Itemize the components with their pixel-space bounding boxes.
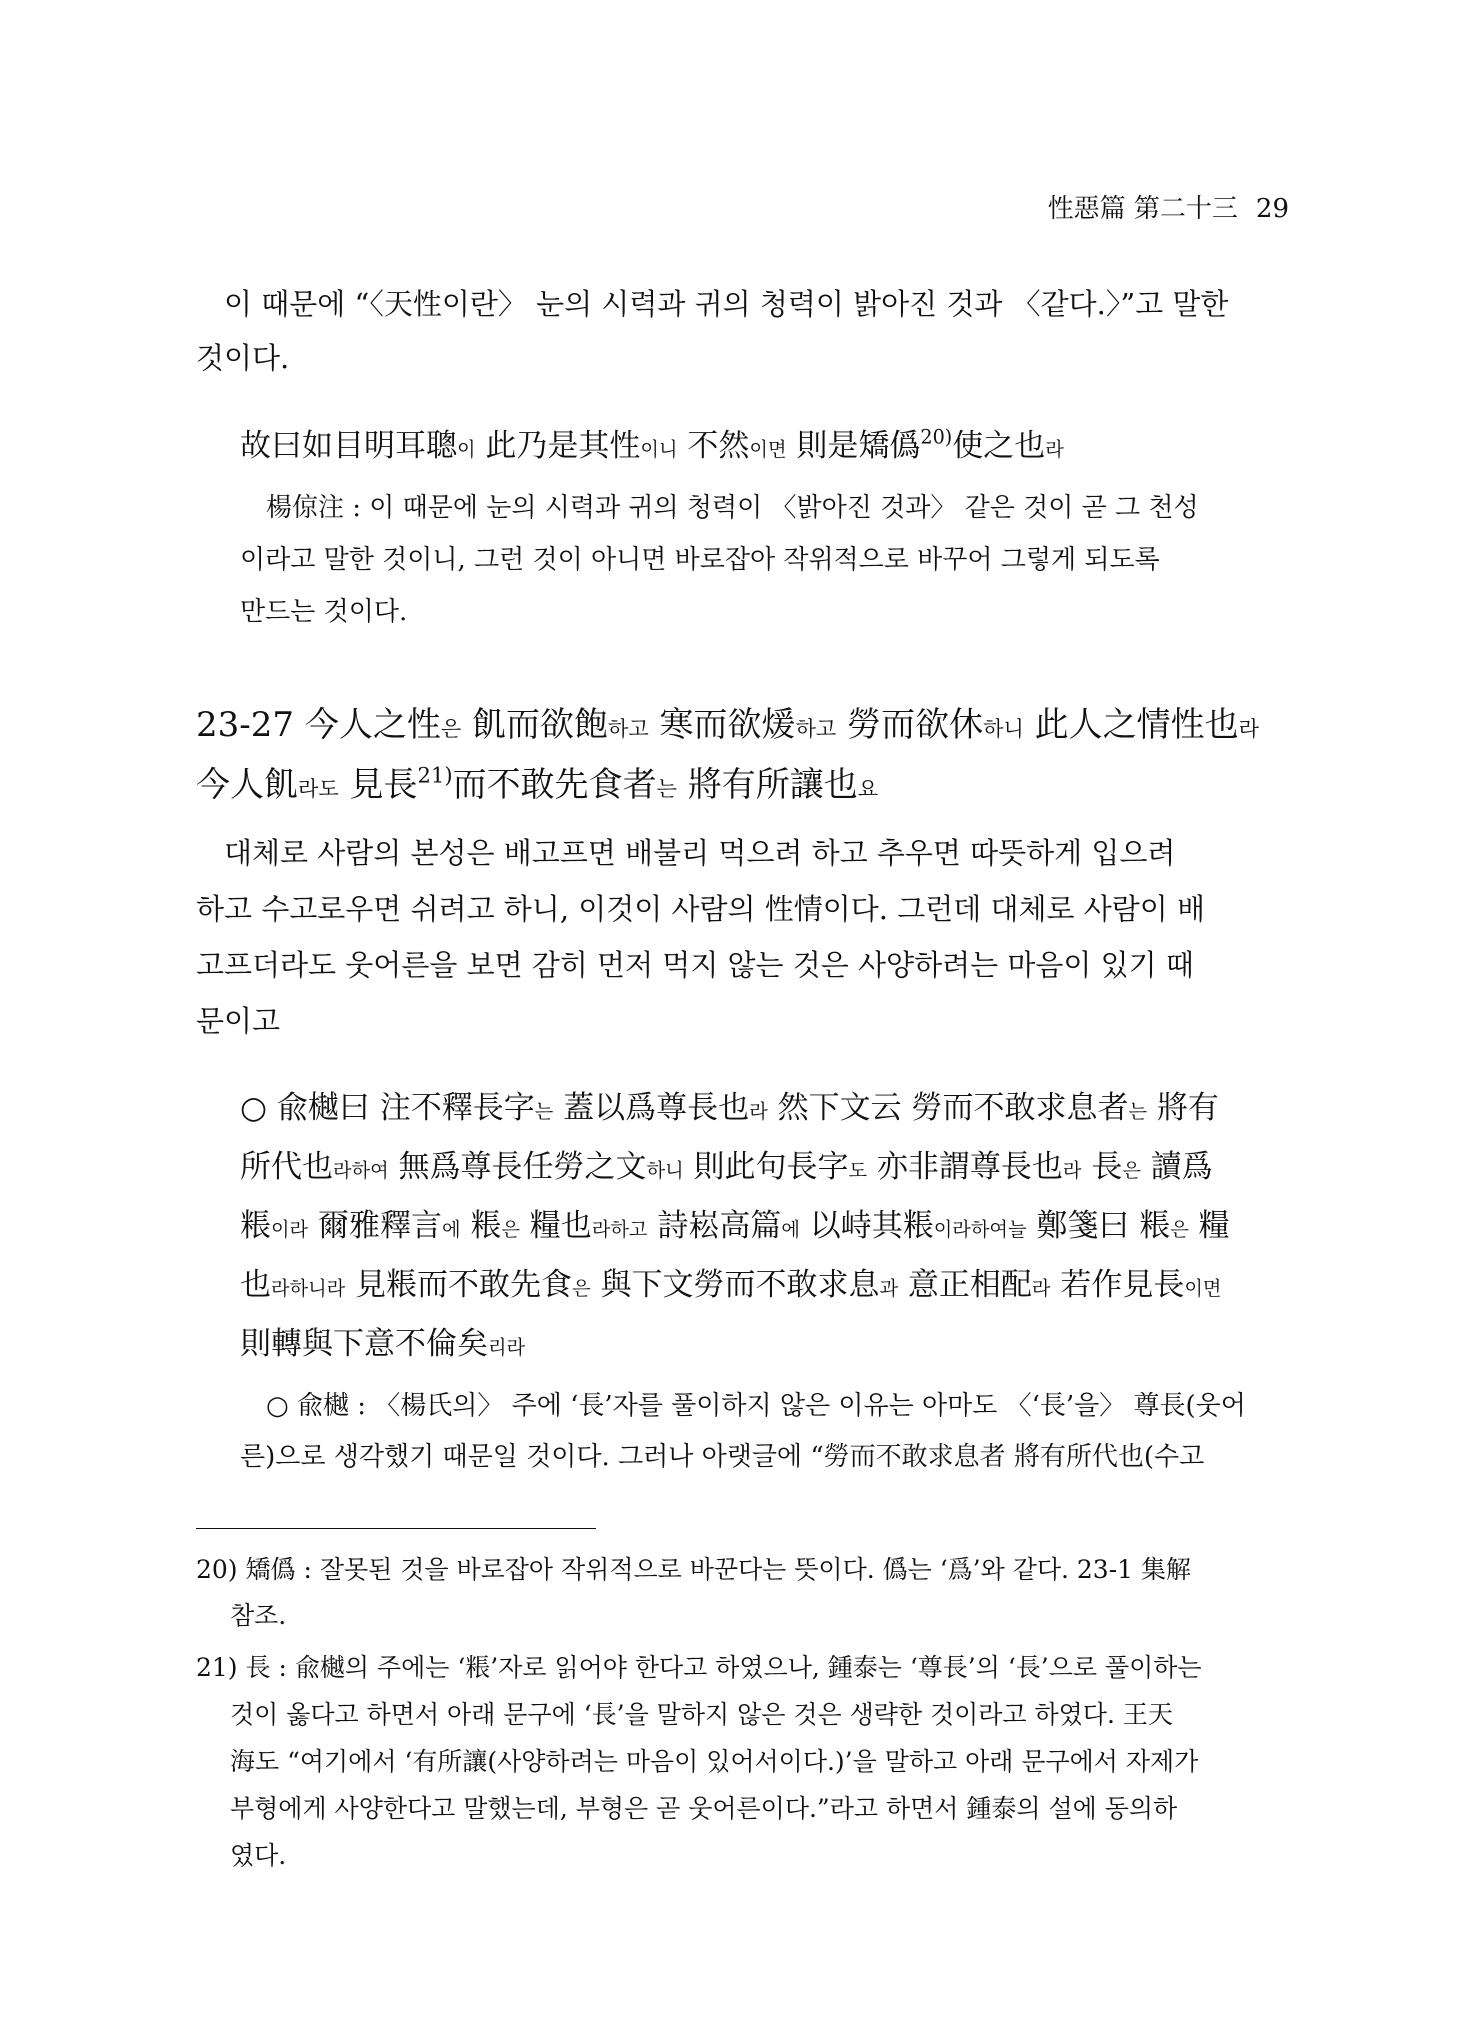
hanja-text: 不然 — [677, 428, 750, 464]
hanja-text: 詩崧高篇 — [647, 1208, 782, 1244]
translation-2-line-2: 하고 수고로우면 쉬려고 하니, 이것이 사람의 性情이다. 그런데 대체로 사람이 배 — [196, 892, 1206, 926]
hanja-text: 23-27 今人之性 — [196, 705, 441, 745]
particle: 하니 — [983, 716, 1024, 741]
page-number: 29 — [1255, 194, 1289, 224]
footnote-21-line-1: 21) 長 : 兪樾의 주에는 ‘粻’자로 읽어야 한다고 하였으나, 鍾泰는 ‘尊長’의 ‘長’으로 풀이하는 — [196, 1653, 1202, 1682]
section-title-line-1 — [196, 697, 1290, 746]
hanja-text: 與下文勞而不敢求息 — [590, 1267, 880, 1303]
particle: 하고 — [795, 716, 837, 741]
hanja-text: 見粻而不敢先食 — [345, 1267, 573, 1303]
particle: 은 — [440, 716, 462, 741]
particle: 이면 — [749, 438, 787, 461]
particle: 리라 — [488, 1336, 526, 1359]
hanja-text: 讀爲 — [1140, 1149, 1213, 1185]
translation-2-line-4: 문이고 — [196, 1004, 281, 1038]
footnote-20-line-1: 20) 矯僞 : 잘못된 것을 바로잡아 작위적으로 바꾼다는 뜻이다. 僞는 ‘爲’와 같다. 23-1 集解 — [196, 1555, 1192, 1584]
hanja-text: 勞而欲休 — [836, 705, 984, 745]
hanja-text: 然下文云 勞而不敢求息者 — [767, 1090, 1129, 1126]
particle: 하니 — [646, 1159, 684, 1182]
hanja-text: 則是矯僞 — [786, 428, 921, 464]
commentary-line-1 — [196, 1082, 1290, 1127]
footnote-20-line-2: 참조. — [230, 1601, 287, 1630]
particle: 과 — [879, 1277, 899, 1300]
running-header-title: 性惡篇 第二十三 — [1047, 194, 1238, 224]
translation-1-line-2: 것이다. — [196, 341, 290, 375]
hanja-text: 今人飢 — [196, 765, 298, 805]
commentary-line-2 — [196, 1141, 1290, 1186]
particle: 라 — [749, 1100, 768, 1123]
hanja-text: 則轉與下意不倫矣 — [240, 1326, 488, 1362]
commentary-line-3 — [196, 1200, 1290, 1245]
particle: 라하여 — [333, 1159, 389, 1182]
hanja-text: 而不敢先食者 — [452, 765, 657, 805]
commentary-line-4 — [196, 1259, 1290, 1304]
particle: 라하고 — [591, 1218, 648, 1241]
hanja-text: 見長 — [338, 765, 418, 805]
hanja-text: 故曰如目明耳聰 — [240, 428, 457, 464]
particle: 라 — [1031, 1277, 1051, 1300]
hanja-text: 粻 — [240, 1208, 271, 1244]
note-1-line-3: 만드는 것이다. — [240, 597, 408, 627]
particle: 이면 — [1184, 1277, 1222, 1300]
footnote-21-line-3: 海도 “여기에서 ‘有所讓(사양하려는 마음이 있어서이다.)’을 말하고 아래 문구에서 자제가 — [230, 1747, 1199, 1776]
particle: 는 — [1128, 1100, 1148, 1123]
hanja-text: 此乃是其性 — [475, 428, 641, 464]
commentary-line-5 — [196, 1318, 1290, 1363]
translation-2-line-1: 대체로 사람의 본성은 배고프면 배불리 먹으려 하고 추우면 따뜻하게 입으려 — [224, 836, 1176, 870]
hanja-text: 粻 — [460, 1208, 502, 1244]
footnote-21-line-5: 였다. — [230, 1841, 287, 1870]
translation-2-line-3: 고프더라도 웃어른을 보면 감히 먼저 먹지 않는 것은 사양하려는 마음이 있기 때 — [196, 948, 1194, 982]
hanja-text: 使之也 — [952, 428, 1046, 464]
note-2-line-1: ○ 兪樾 : 〈楊氏의〉 주에 ‘長’자를 풀이하지 않은 이유는 아마도 〈‘長’을〉 尊長(웃어 — [266, 1391, 1246, 1421]
hanja-text: 亦非謂尊長也 — [867, 1149, 1063, 1185]
note-2-line-2: 른)으로 생각했기 때문일 것이다. 그러나 아랫글에 “勞而不敢求息者 將有所代也(수고 — [240, 1442, 1205, 1472]
particle: 이니 — [640, 438, 678, 461]
particle: 요 — [857, 776, 879, 801]
particle: 에 — [781, 1218, 800, 1241]
note-1-line-1: 楊倞注 : 이 때문에 눈의 시력과 귀의 청력이 〈밝아진 것과〉 같은 것이 곧 그 천성 — [266, 493, 1199, 523]
hanja-text: 長 — [1081, 1149, 1123, 1185]
section-title-line-2 — [196, 757, 1290, 806]
footnote-21-line-2: 것이 옳다고 하면서 아래 문구에 ‘長’을 말하지 않은 것은 생략한 것이라고 하였다. 王天 — [230, 1700, 1173, 1729]
hanja-text: 也 — [240, 1267, 271, 1303]
hanja-text: 鄭箋曰 粻 — [1026, 1208, 1171, 1244]
particle: 는 — [656, 776, 677, 801]
particle: 은 — [572, 1277, 591, 1300]
particle: 은 — [501, 1218, 520, 1241]
hanja-text: 無爲尊長任勞之文 — [388, 1149, 647, 1185]
particle: 라도 — [298, 776, 339, 801]
hanja-text: 寒而欲煖 — [648, 705, 796, 745]
footnote-21-line-4: 부형에게 사양한다고 말했는데, 부형은 곧 웃어른이다.”라고 하면서 鍾泰의 설에 동의하 — [230, 1794, 1178, 1823]
footnote-separator — [196, 1528, 596, 1529]
particle: 은 — [1122, 1159, 1141, 1182]
particle: 이라 — [271, 1218, 309, 1241]
hanja-text: 糧也 — [519, 1208, 592, 1244]
hanja-text: 所代也 — [240, 1149, 333, 1185]
particle: 라 — [1045, 438, 1064, 461]
particle: 은 — [1170, 1218, 1189, 1241]
hanja-text: 飢而欲飽 — [461, 705, 609, 745]
particle: 이라하여늘 — [933, 1218, 1027, 1241]
hanja-text: 將有所讓也 — [676, 765, 858, 805]
particle: 하고 — [608, 716, 649, 741]
hanja-text: 爾雅釋言 — [308, 1208, 442, 1244]
hanja-text: 則此句長字 — [683, 1149, 849, 1185]
particle: 에 — [441, 1218, 461, 1241]
hanja-text: 將有 — [1147, 1090, 1219, 1126]
quote-1 — [196, 420, 1290, 465]
particle: 라하니라 — [271, 1277, 346, 1300]
particle: 도 — [848, 1159, 868, 1182]
hanja-text: 蓋以爲尊長也 — [553, 1090, 750, 1126]
footnote-ref-21: 21) — [417, 762, 453, 788]
hanja-text: 以峙其粻 — [799, 1208, 934, 1244]
particle: 라 — [1238, 716, 1260, 741]
particle: 이 — [457, 438, 476, 461]
particle: 는 — [534, 1100, 554, 1123]
hanja-text: 若作見長 — [1050, 1267, 1185, 1303]
hanja-text: 意正相配 — [898, 1267, 1032, 1303]
note-1-line-2: 이라고 말한 것이니, 그런 것이 아니면 바로잡아 작위적으로 바꾸어 그렇게 되도록 — [240, 545, 1160, 575]
particle: 라 — [1062, 1159, 1082, 1182]
hanja-text: ○ 兪樾曰 注不釋長字 — [240, 1090, 535, 1126]
hanja-text: 糧 — [1188, 1208, 1230, 1244]
hanja-text: 此人之情性也 — [1023, 705, 1239, 745]
running-header — [1048, 188, 1289, 225]
translation-1-line-1: 이 때문에 “〈天性이란〉 눈의 시력과 귀의 청력이 밝아진 것과 〈같다.〉”고 말한 — [224, 287, 1229, 321]
footnote-ref-20: 20) — [920, 425, 953, 449]
